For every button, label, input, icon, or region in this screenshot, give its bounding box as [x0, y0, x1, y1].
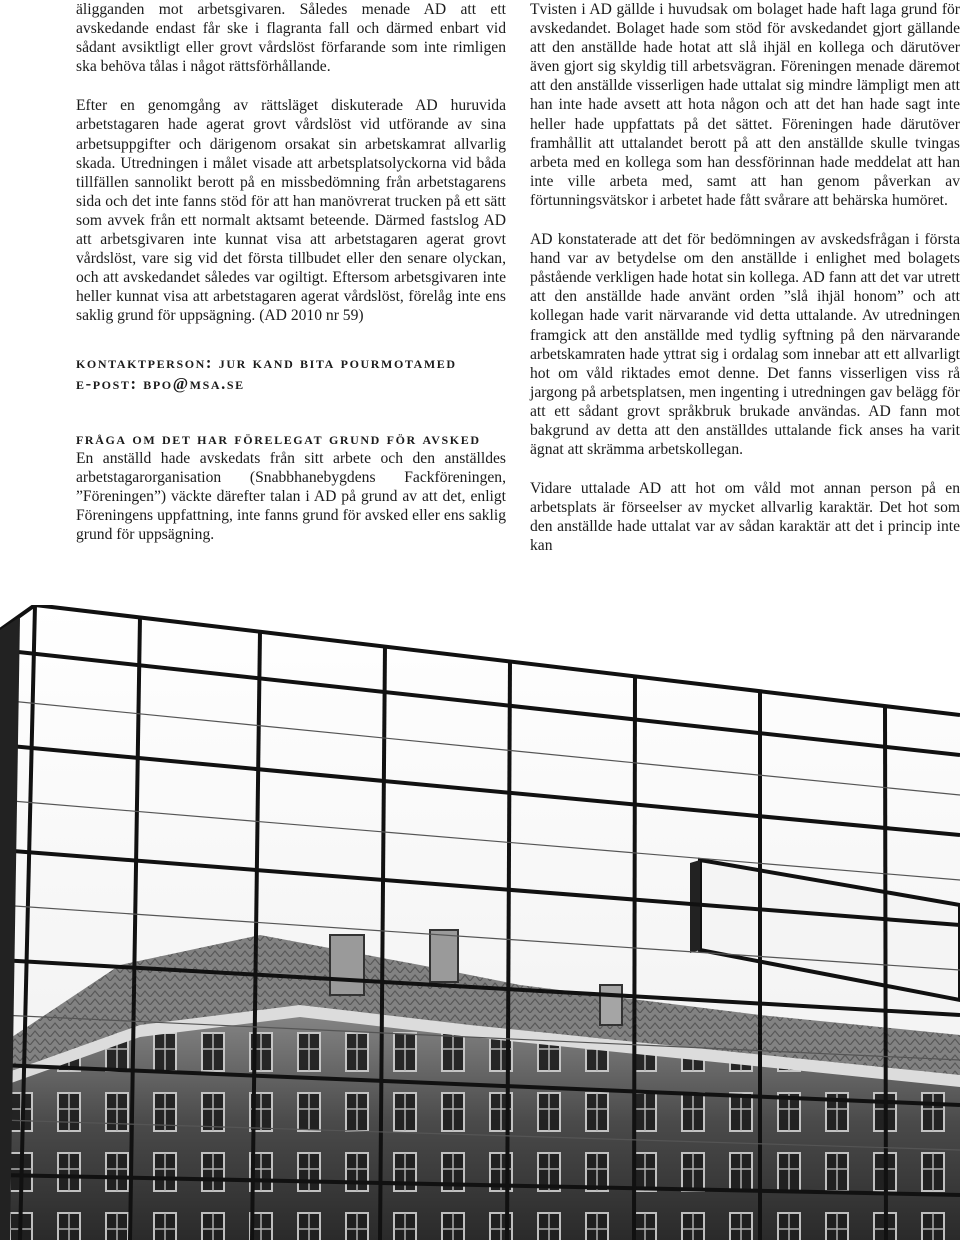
section-heading: fråga om det har förelegat grund för avsked [76, 428, 481, 448]
left-paragraph-2: Efter en genomgång av rättsläget diskuterade AD huruvida arbetstagaren hade agerat grovt vårdslöst vid utförande av sina arbetsuppgifter och därigenom orsakat sin arbetskamrat allvarlig skada. Utredningen i målet visade att arbetsplatsolyckorna vid båda tillfällen sannolikt berott på en missbedömning från arbetstagarens sida och det inte fanns stöd för att han manövrerat trucken på ett sätt som avvek från ett normalt aktsamt beteende. Därmed fastslog AD att arbetsgivaren inte kunnat visa att arbetstagaren agerat grovt vårdslöst, vare sig vid det första tillbudet eller den senare olyckan, och att avskedandet således var ogiltigt. Eftersom arbetsgivaren inte heller kunnat visa att arbetstagaren agerat vårdslöst, förelåg inte ens saklig grund för uppsägning. (AD 2010 nr 59) [76, 97, 506, 325]
contact-block [76, 352, 506, 394]
right-column [530, 0, 960, 556]
left-paragraph-3: En anställd hade avskedats från sitt arbete och den anställdes arbetstagarorganisation (Snabbhanebygdens Fackföreningen, ”Föreningen”) väckte därefter talan i AD på grund av att det, enligt Föreningens uppfattning, inte fanns grund för avsked eller ens saklig grund för uppsägning. [76, 449, 506, 543]
glass-facade-photo [0, 605, 960, 1240]
facade-illustration [0, 605, 960, 1240]
left-column [76, 0, 506, 544]
contact-person: kontaktperson: jur kand bita pourmotamed [76, 352, 457, 372]
left-paragraph-1: äligganden mot arbetsgivaren. Således menade AD att ett avskedande endast får ske i flagranta fall och därmed enbart vid sådant avsiktligt eller grovt vårdslöst förfarande som inte rimligen ska behöva tålas i något rättsförhållande. [76, 1, 506, 76]
right-paragraph-1: Tvisten i AD gällde i huvudsak om bolaget hade haft laga grund för avskedandet. Bolaget hade som stöd för avskedandet gjort gällande att den anställde hade hotat att slå ihjäl en kollega och därutöver även gjort sig skyldig till arbetsvägran. Föreningen menade däremot att den anställde visserligen hade uttalat sig mindre lämpligt men att han inte hade avsett att hota någon och att det han hade sagt inte heller hade uppfattats på det sättet. Föreningen hade därutöver framhållit att uttalandet berott på att den anställde skulle tvingas arbeta med en kollega som han dessförinnan hade meddelat att han inte ville arbeta med, samt att han genom påverkan av förtunningsvätskor i arbetet hade fått svårare att behärska humöret. [530, 1, 960, 209]
contact-email: e-post: bpo@msa.se [76, 373, 245, 393]
right-paragraph-2: AD konstaterade att det för bedömningen av avskedsfrågan i första hand var av betydelse om den anställde i enlighet med bolagets påstående verkligen hade hotat sin kollega. AD fann att det var utrett att den anställde hade använt orden ”slå ihjäl honom” och att kollegan hade varit närvarande vid detta uttalande. Av utredningen framgick att den anställde med tydlig syftning på den närvarande arbetskamraten hade yttrat sig i ordalag som innebar att ett allvarligt hot om våld riktades emot denne. Det fanns visserligen viss rå jargong på arbetsplatsen, men ingenting i utredningen gav belägg för att ett sådant grovt språkbruk brukade användas. AD fann mot bakgrund av detta att den anställdes uttalande fick anses ha varit ägnat att skrämma arbetskollegan. [530, 231, 960, 459]
right-paragraph-3: Vidare uttalade AD att hot om våld mot annan person på en arbetsplats är förseelser av mycket allvarlig karaktär. Det hot som den anställde hade uttalat var av sådan karaktär att det i princip inte kan [530, 480, 960, 555]
